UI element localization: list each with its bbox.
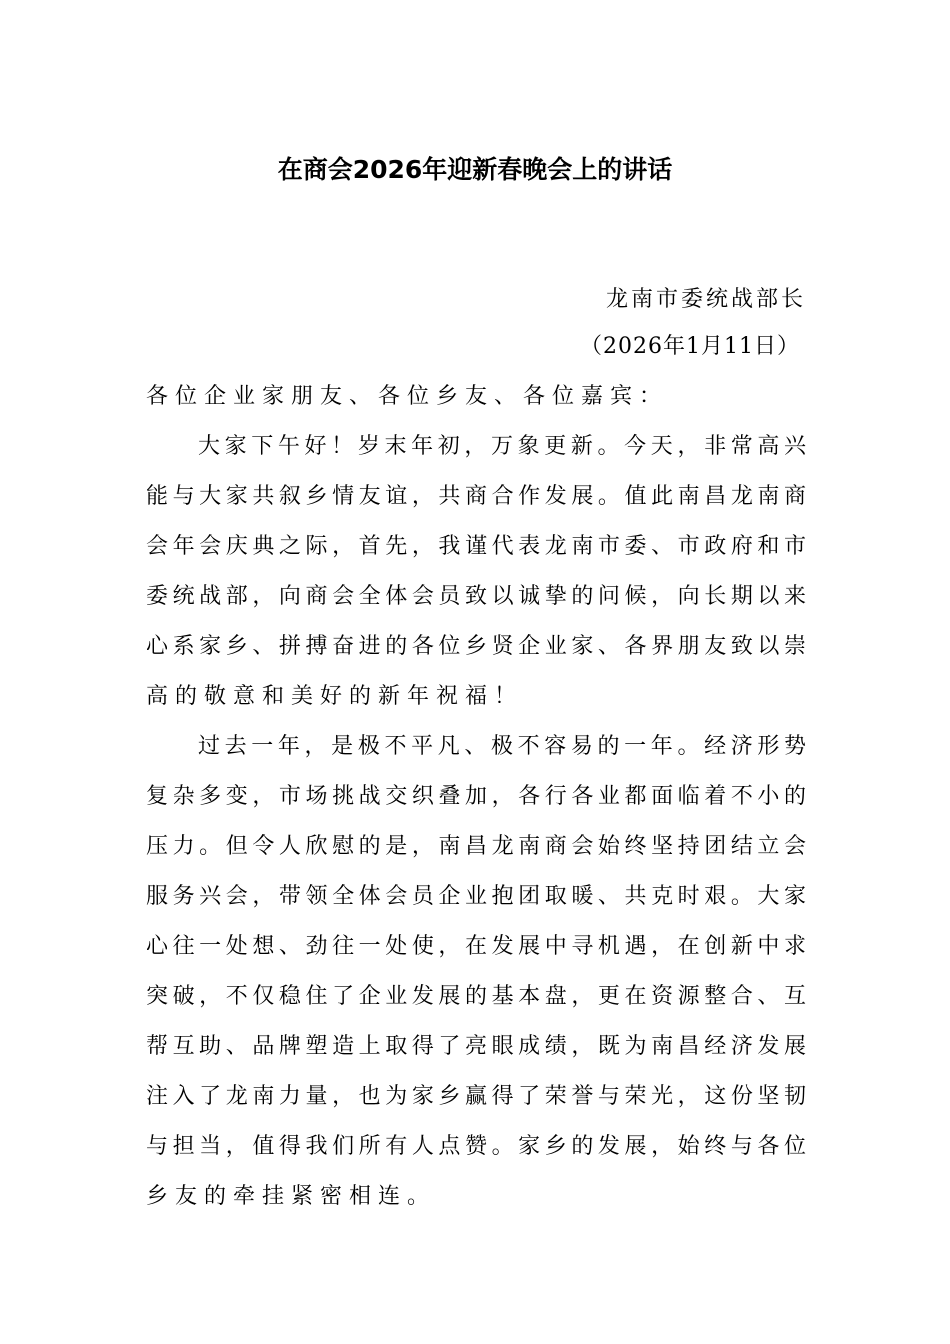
paragraphs [146, 430, 806, 1230]
paragraph-line: 压力。但令人欣慰的是，南昌龙南商会始终坚持团结立会 [146, 834, 806, 859]
document-title: 在商会2026年迎新春晚会上的讲话 [277, 155, 673, 184]
document-body [146, 380, 806, 1230]
paragraph-line: 委统战部，向商会全体会员致以诚挚的问候，向长期以来 [146, 584, 806, 609]
paragraph-line: 能与大家共叙乡情友谊，共商合作发展。值此南昌龙南商 [146, 484, 806, 509]
speaker-title: 龙南市委统战部长 [605, 287, 806, 312]
paragraph-line: 突破，不仅稳住了企业发展的基本盘，更在资源整合、互 [146, 984, 806, 1009]
paragraph-line: 服务兴会，带领全体会员企业抱团取暖、共克时艰。大家 [146, 884, 806, 909]
paragraph-line: 高的敬意和美好的新年祝福！ [146, 684, 524, 709]
paragraph-line: 帮互助、品牌塑造上取得了亮眼成绩，既为南昌经济发展 [146, 1034, 806, 1059]
paragraph-line: 心系家乡、拼搏奋进的各位乡贤企业家、各界朋友致以崇 [146, 634, 806, 659]
paragraph [146, 730, 806, 1230]
speech-date: （2026年1月11日） [580, 334, 800, 359]
paragraph-line: 大家下午好！岁末年初，万象更新。今天，非常高兴 [198, 434, 806, 459]
paragraph-line: 乡友的牵挂紧密相连。 [146, 1184, 437, 1209]
salutation: 各位企业家朋友、各位乡友、各位嘉宾： [146, 384, 669, 409]
paragraph-line: 过去一年，是极不平凡、极不容易的一年。经济形势 [198, 734, 806, 759]
paragraph-line: 与担当，值得我们所有人点赞。家乡的发展，始终与各位 [146, 1134, 806, 1159]
paragraph-line: 复杂多变，市场挑战交织叠加，各行各业都面临着不小的 [146, 784, 806, 809]
paragraph-line: 心往一处想、劲往一处使，在发展中寻机遇，在创新中求 [146, 934, 806, 959]
paragraph [146, 430, 806, 730]
paragraph-line: 注入了龙南力量，也为家乡赢得了荣誉与荣光，这份坚韧 [146, 1084, 806, 1109]
paragraph-line: 会年会庆典之际，首先，我谨代表龙南市委、市政府和市 [146, 534, 806, 559]
